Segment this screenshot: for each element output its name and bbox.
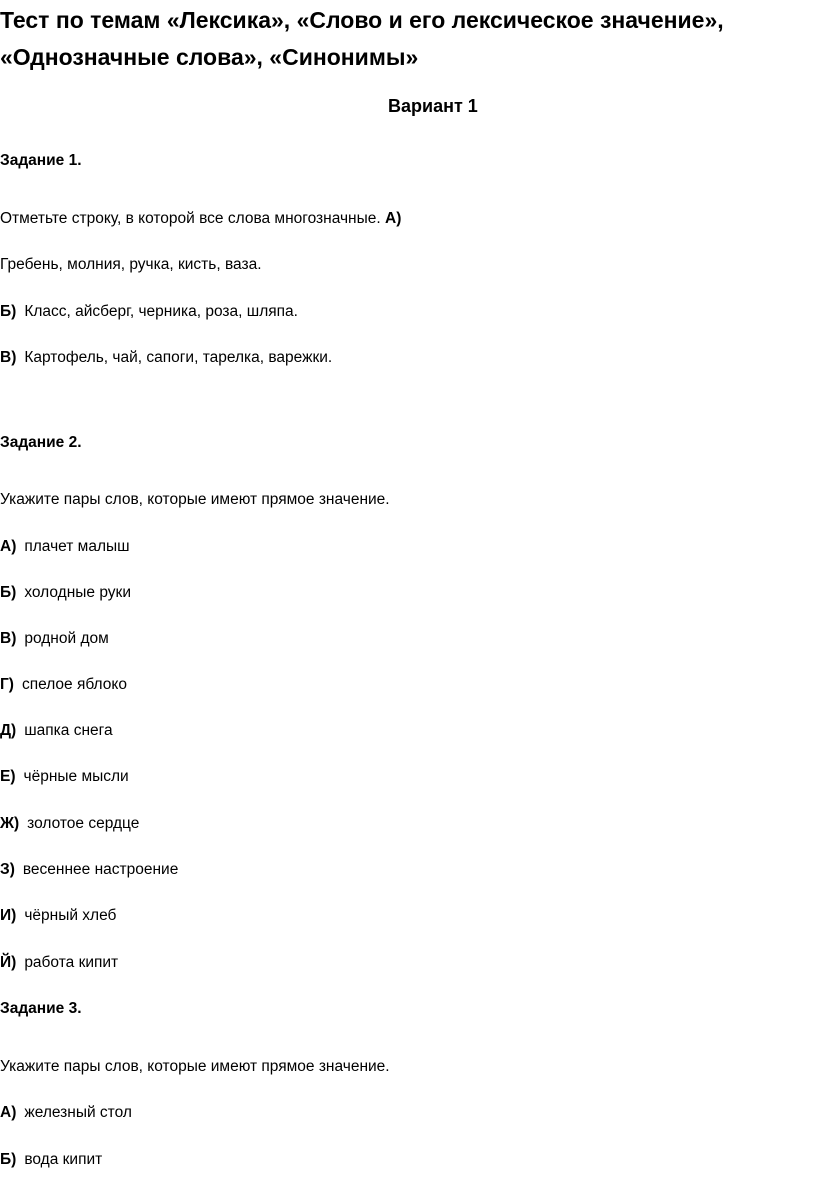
task-2-option [0,954,118,972]
task-2-option [0,815,139,833]
task-2-option-text: спелое яблоко [21,676,127,693]
task-2-option-letter: Е) [0,768,16,785]
task-3-option [0,1151,102,1169]
task-1-heading: Задание 1. [0,152,82,169]
task-1-option-a-letter: А) [385,210,402,227]
task-2-option-text: весеннее настроение [22,861,179,878]
task-2-option [0,768,129,786]
task-1-option-b-text: Класс, айсберг, черника, роза, шляпа. [24,303,298,320]
task-2-option-letter: Й) [0,954,17,971]
task-2-option-text: чёрные мысли [23,768,129,785]
task-2-option-letter: З) [0,861,15,878]
document-title-line-2: «Однозначные слова», «Синонимы» [0,44,419,70]
task-2-option [0,722,113,740]
task-3-option-letter: Б) [0,1151,17,1168]
task-3-option [0,1104,132,1122]
task-1-option-c [0,349,332,367]
task-3-question: Укажите пары слов, которые имеют прямое значение. [0,1058,390,1075]
task-3-option-text: железный стол [24,1104,132,1121]
task-1-option-c-letter: В) [0,349,17,366]
task-3-heading: Задание 3. [0,1000,82,1017]
task-3-option-text: вода кипит [24,1151,103,1168]
variant-heading: Вариант 1 [388,96,478,116]
task-2-question: Укажите пары слов, которые имеют прямое значение. [0,491,390,508]
task-1-question [0,210,401,228]
task-1-option-b-letter: Б) [0,303,17,320]
task-1-option-b [0,303,298,321]
task-2-option-text: работа кипит [24,954,119,971]
document-title-line-1: Тест по темам «Лексика», «Слово и его лексическое значение», [0,7,724,33]
task-2-option-text: шапка снега [24,722,113,739]
task-1-option-c-text: Картофель, чай, сапоги, тарелка, варежки. [24,349,333,366]
task-2-option [0,538,130,556]
task-3-option-letter: А) [0,1104,17,1121]
task-2-option-text: родной дом [24,630,109,647]
task-2-option [0,676,127,694]
task-2-option-letter: Г) [0,676,14,693]
task-2-option-letter: А) [0,538,17,555]
task-2-option [0,630,109,648]
task-2-option-text: холодные руки [24,584,131,601]
task-1-option-a-text: Гребень, молния, ручка, кисть, ваза. [0,256,262,273]
task-1-question-text: Отметьте строку, в которой все слова многозначные. [0,210,381,227]
task-2-option-letter: И) [0,907,17,924]
task-2-option [0,584,131,602]
task-2-option-letter: Ж) [0,815,20,832]
task-2-option-text: чёрный хлеб [24,907,117,924]
task-2-heading: Задание 2. [0,434,82,451]
task-2-option-text: плачет малыш [24,538,130,555]
task-2-option-text: золотое сердце [27,815,140,832]
task-2-option [0,861,178,879]
task-2-option [0,907,116,925]
task-2-option-letter: Д) [0,722,17,739]
task-2-option-letter: Б) [0,584,17,601]
task-2-option-letter: В) [0,630,17,647]
